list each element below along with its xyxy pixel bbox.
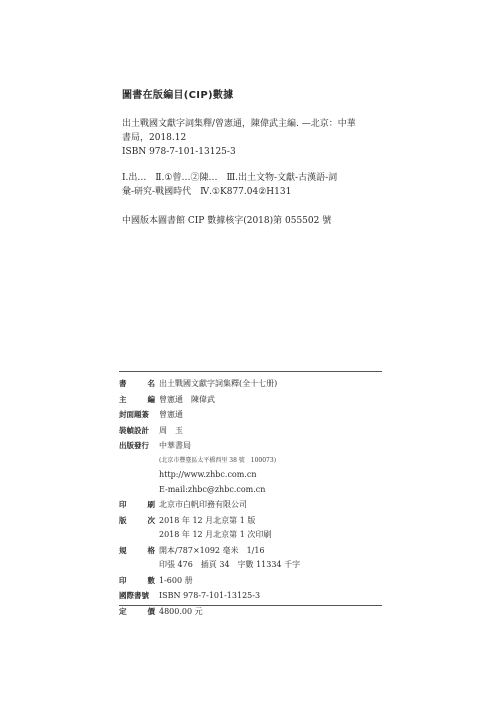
isbn: ISBN 978-7-101-13125-3 xyxy=(159,591,261,600)
format-spec: 開本/787×1092 毫米 1/16 xyxy=(159,545,265,555)
cip-title: 圖書在版編目(CIP)數據 xyxy=(122,90,234,101)
label-edition: 版 次 xyxy=(119,515,155,525)
colophon-row-website xyxy=(119,469,382,481)
colophon-row-isbn xyxy=(119,590,382,602)
publisher: 中華書局 xyxy=(159,441,191,450)
colophon-row-email xyxy=(119,484,382,496)
publisher-website: http://www.zhbc.com.cn xyxy=(159,470,257,479)
label-printer: 印 刷 xyxy=(119,500,155,509)
colophon-row-price xyxy=(119,606,382,618)
colophon-row-printer xyxy=(119,499,382,511)
label-print-run: 印 數 xyxy=(119,575,155,585)
colophon xyxy=(119,378,382,621)
cip-subjects-line: Ⅰ.出… Ⅱ.①曾…②陳… Ⅲ.出土文物-文獻-古漢語-詞 xyxy=(122,173,338,183)
label-spec: 規 格 xyxy=(119,545,155,555)
colophon-row-editors xyxy=(119,394,382,406)
colophon-row-print-run xyxy=(119,575,382,587)
cip-subjects xyxy=(122,171,407,199)
colophon-row-spec xyxy=(119,545,382,557)
label-design: 裝幀設計 xyxy=(119,425,149,435)
cip-entry-line: 出土戰國文獻字詞集釋/曾憲通，陳偉武主編. —北京：中華 xyxy=(122,119,356,129)
colophon-row-publisher xyxy=(119,440,382,452)
editors: 曾憲通 陳偉武 xyxy=(159,394,215,404)
colophon-row-address xyxy=(119,455,382,467)
format-spec-sheets: 印張 476 插頁 34 字數 11334 千字 xyxy=(159,560,301,569)
printer: 北京市白帆印務有限公司 xyxy=(159,500,247,509)
printing: 2018 年 12 月北京第 1 次印刷 xyxy=(159,530,272,539)
colophon-row-title xyxy=(119,378,382,390)
colophon-bottom-rule xyxy=(119,605,382,606)
cip-subjects-line: 彙-研究-戰國時代 Ⅳ.①K877.04②H131 xyxy=(122,187,292,197)
price: 4800.00 元 xyxy=(159,606,203,616)
label-publisher: 出版發行 xyxy=(119,441,149,450)
colophon-row-edition xyxy=(119,515,382,527)
colophon-row-spec2 xyxy=(119,559,382,571)
book-title: 出土戰國文獻字詞集釋(全十七册) xyxy=(159,379,278,388)
colophon-top-rule xyxy=(119,371,382,372)
colophon-row-design xyxy=(119,425,382,437)
designer: 周 玉 xyxy=(159,425,183,435)
label-price: 定 價 xyxy=(119,606,155,616)
edition: 2018 年 12 月北京第 1 版 xyxy=(159,515,256,525)
colophon-row-printing xyxy=(119,529,382,541)
label-cover-inscription: 封面題簽 xyxy=(119,410,149,419)
cover-inscription: 曾憲通 xyxy=(159,410,183,419)
cip-block xyxy=(122,86,407,226)
colophon-row-cover xyxy=(119,409,382,421)
print-run: 1-600 册 xyxy=(159,575,193,585)
publisher-address: (北京市豐臺區太平橋西里 38 號 100073) xyxy=(159,456,277,464)
label-book-title: 書 名 xyxy=(119,379,155,388)
cip-entry xyxy=(122,117,407,159)
publisher-email: E-mail:zhbc@zhbc.com.cn xyxy=(159,484,266,494)
label-editors: 主 編 xyxy=(119,394,155,404)
label-isbn: 國際書號 xyxy=(119,591,149,600)
cip-isbn: ISBN 978-7-101-13125-3 xyxy=(122,147,236,157)
cip-data-number: 中國版本圖書館 CIP 數據核字(2018)第 055502 號 xyxy=(122,216,332,226)
cip-entry-line: 書局，2018.12 xyxy=(122,133,187,143)
